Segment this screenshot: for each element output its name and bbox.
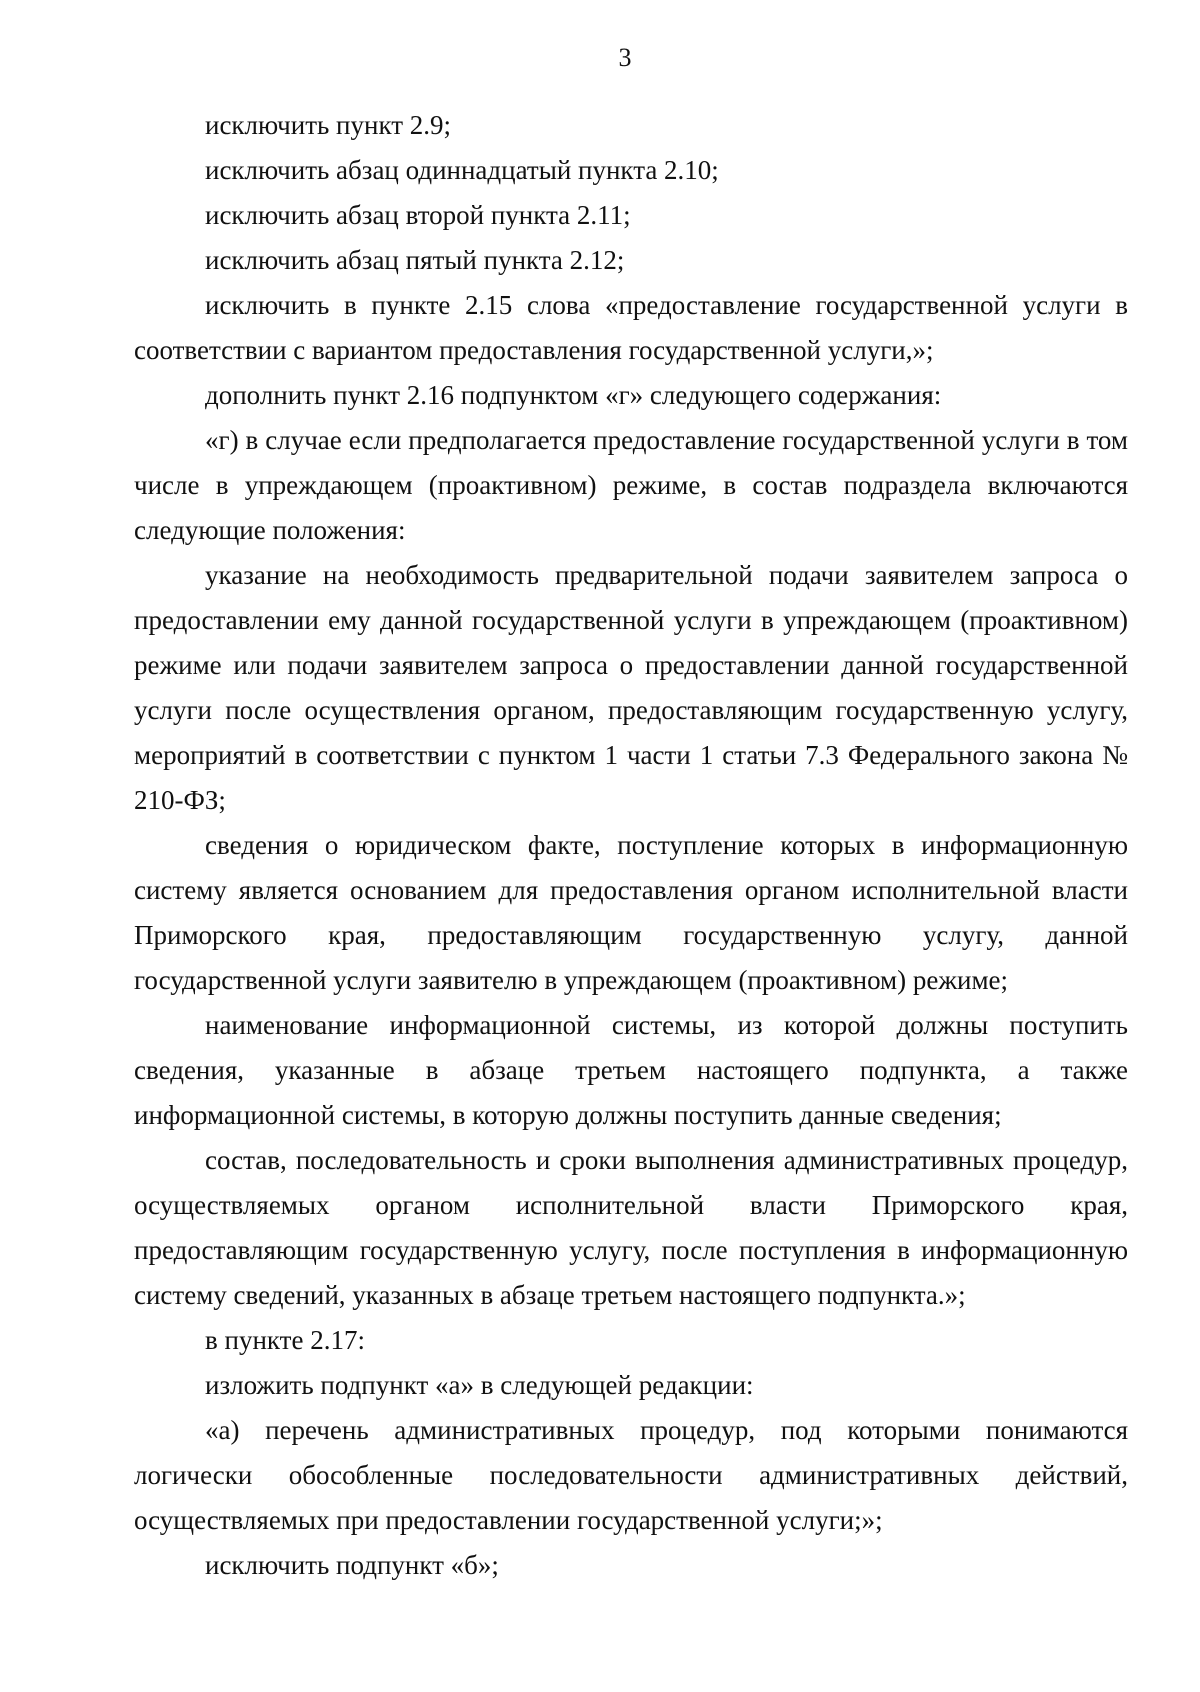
paragraph: исключить пункт 2.9; [205, 110, 452, 140]
page-number: 3 [618, 43, 632, 72]
paragraph: исключить подпункт «б»; [205, 1550, 499, 1580]
paragraph: исключить в пункте 2.15 слова «предоставление государственной услуги в соответствии с вариантом предоставления государственной услуги,»; [134, 290, 1128, 365]
paragraph: в пункте 2.17: [205, 1325, 365, 1355]
paragraph: указание на необходимость предварительной подачи заявителем запроса о предоставлении ему данной государственной услуги в упреждающем (проактивном) режиме или подачи заявителем запроса о предоставлении данной государственной услуги после осуществления органом, предоставляющим государственную услугу, мероприятий в соответствии с пунктом 1 части 1 статьи 7.3 Федерального закона № 210-ФЗ; [134, 560, 1128, 815]
paragraph: дополнить пункт 2.16 подпунктом «г» следующего содержания: [205, 380, 942, 410]
paragraph: сведения о юридическом факте, поступление которых в информационную систему является основанием для предоставления органом исполнительной власти Приморского края, предоставляющим государственную услугу, данной государственной услуги заявителю в упреждающем (проактивном) режиме; [134, 830, 1128, 995]
paragraph: состав, последовательность и сроки выполнения административных процедур, осуществляемых органом исполнительной власти Приморского края, предоставляющим государственную услугу, после поступления в информационную систему сведений, указанных в абзаце третьем настоящего подпункта.»; [134, 1145, 1128, 1310]
paragraph: наименование информационной системы, из которой должны поступить сведения, указанные в абзаце третьем настоящего подпункта, а также информационной системы, в которую должны поступить данные сведения; [134, 1010, 1128, 1130]
paragraph: «г) в случае если предполагается предоставление государственной услуги в том числе в упреждающем (проактивном) режиме, в состав подраздела включаются следующие положения: [134, 425, 1128, 545]
paragraph: исключить абзац второй пункта 2.11; [205, 200, 631, 230]
paragraph: исключить абзац пятый пункта 2.12; [205, 245, 625, 275]
paragraph: исключить абзац одиннадцатый пункта 2.10; [205, 155, 719, 185]
paragraph: «а) перечень административных процедур, под которыми понимаются логически обособленные последовательности административных действий, осуществляемых при предоставлении государственной услуги;»; [134, 1415, 1128, 1535]
paragraph: изложить подпункт «а» в следующей редакции: [205, 1370, 754, 1400]
document-body [134, 103, 1128, 1588]
